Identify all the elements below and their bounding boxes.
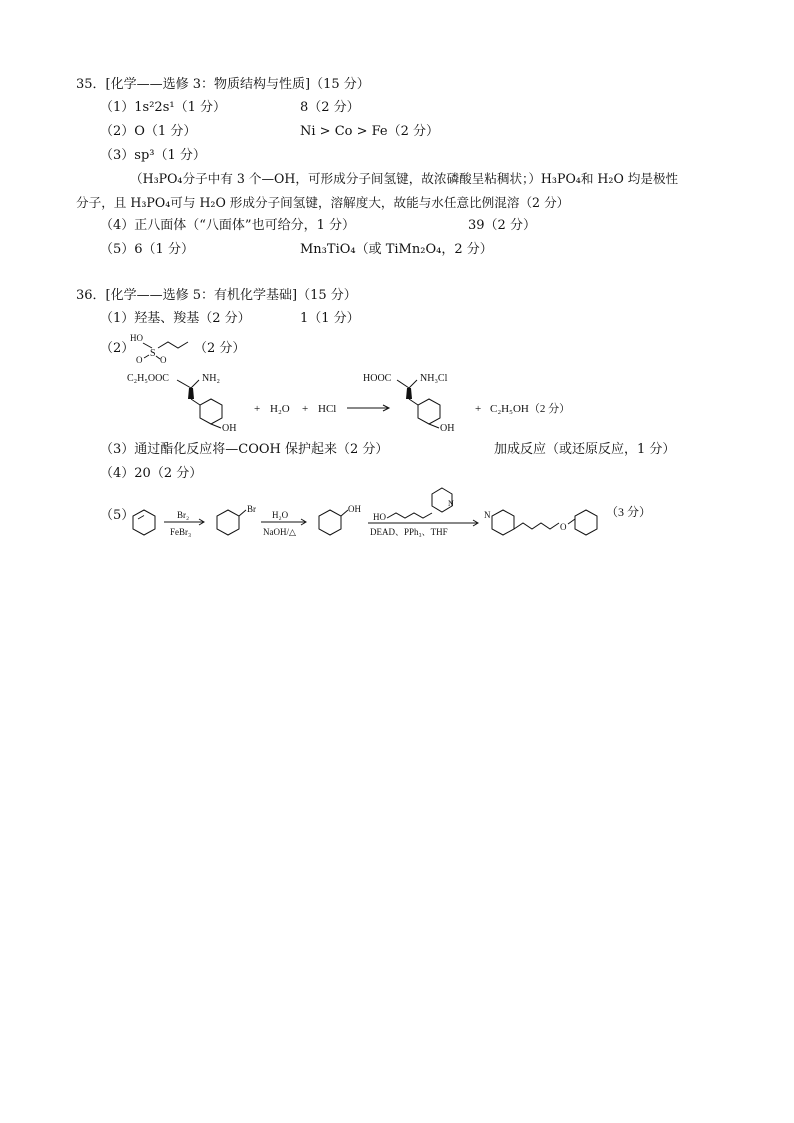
q36-part1-answer: （1）羟基、羧基（2 分） bbox=[100, 311, 251, 326]
reactant-amine: NH₂ bbox=[202, 373, 220, 384]
q35-part4-answer-b: 39（2 分） bbox=[468, 218, 536, 233]
reactant-ester-group: C₂H₅OOC bbox=[127, 373, 169, 384]
q35-part4-answer: （4）正八面体（“八面体”也可给分，1 分） bbox=[100, 218, 355, 233]
q35-part1-answer: （1）1s²2s¹（1 分） bbox=[100, 100, 226, 115]
svg-text:H₂O: H₂O bbox=[272, 510, 289, 520]
q35-part2-answer: （2）O（1 分） bbox=[100, 124, 197, 139]
svg-text:DEAD、PPh₃、THF: DEAD、PPh₃、THF bbox=[370, 527, 448, 537]
product-ammonium: NH₃Cl bbox=[420, 373, 448, 384]
q36-header: 36．[化学——选修 5：有机化学基础]（15 分） bbox=[76, 288, 357, 303]
ethanol-byproduct: C₂H₅OH（2 分） bbox=[490, 403, 571, 415]
svg-text:Br: Br bbox=[247, 504, 256, 514]
reactant-hydroxyl: OH bbox=[222, 423, 237, 434]
q35-part5-answer-b: Mn₃TiO₄（或 TiMn₂O₄，2 分） bbox=[300, 242, 493, 257]
synthesis-route bbox=[128, 486, 656, 542]
hcl-reagent: HCl bbox=[318, 403, 337, 415]
svg-text:NaOH/△: NaOH/△ bbox=[263, 527, 296, 537]
svg-text:N: N bbox=[484, 510, 491, 520]
q35-part5-answer: （5）6（1 分） bbox=[100, 242, 194, 257]
svg-text:N: N bbox=[448, 499, 454, 508]
svg-text:O: O bbox=[560, 522, 567, 532]
q36-part1-answer-b: 1（1 分） bbox=[300, 311, 360, 326]
q35-part3-explanation-line2: 分子，且 H₃PO₄可与 H₂O 形成分子间氢键，溶解度大，故能与水任意比例混溶（2 分） bbox=[76, 195, 570, 210]
deprotection-reaction-equation bbox=[125, 368, 625, 434]
q35-part3-explanation-line1: （H₃PO₄分子中有 3 个—OH，可形成分子间氢键，故浓磷酸呈粘稠状；）H₃PO₄和 H₂O 均是极性 bbox=[130, 171, 679, 186]
water-reagent: H₂O bbox=[270, 403, 290, 415]
q35-header: 35．[化学——选修 3：物质结构与性质]（15 分） bbox=[76, 77, 370, 92]
product-hydroxyl: OH bbox=[440, 423, 455, 434]
svg-text:OH: OH bbox=[348, 504, 361, 514]
q36-part2-label: （2） bbox=[100, 341, 135, 356]
svg-text:+: + bbox=[302, 403, 309, 415]
svg-text:S: S bbox=[150, 348, 156, 359]
product-acid-group: HOOC bbox=[363, 373, 392, 384]
q36-part3-answer-b: 加成反应（或还原反应，1 分） bbox=[494, 442, 676, 457]
svg-text:+: + bbox=[475, 403, 482, 415]
svg-text:O: O bbox=[160, 355, 167, 364]
q36-part4-answer: （4）20（2 分） bbox=[100, 466, 203, 481]
svg-text:HO: HO bbox=[130, 333, 143, 343]
svg-text:O: O bbox=[136, 355, 143, 364]
q36-part2-score: （2 分） bbox=[194, 341, 246, 356]
svg-text:（3 分）: （3 分） bbox=[606, 505, 652, 519]
q35-part2-answer-b: Ni > Co > Fe（2 分） bbox=[300, 124, 440, 139]
svg-text:HO: HO bbox=[373, 512, 386, 522]
q35-part1-answer-b: 8（2 分） bbox=[300, 100, 360, 115]
svg-text:Br₂: Br₂ bbox=[177, 510, 190, 520]
q35-part3-answer: （3）sp³（1 分） bbox=[100, 148, 206, 163]
q36-part5-label: （5） bbox=[100, 508, 135, 523]
svg-text:FeBr₃: FeBr₃ bbox=[170, 527, 192, 537]
q36-part3-answer: （3）通过酯化反应将—COOH 保护起来（2 分） bbox=[100, 442, 389, 457]
svg-text:+: + bbox=[254, 403, 261, 415]
